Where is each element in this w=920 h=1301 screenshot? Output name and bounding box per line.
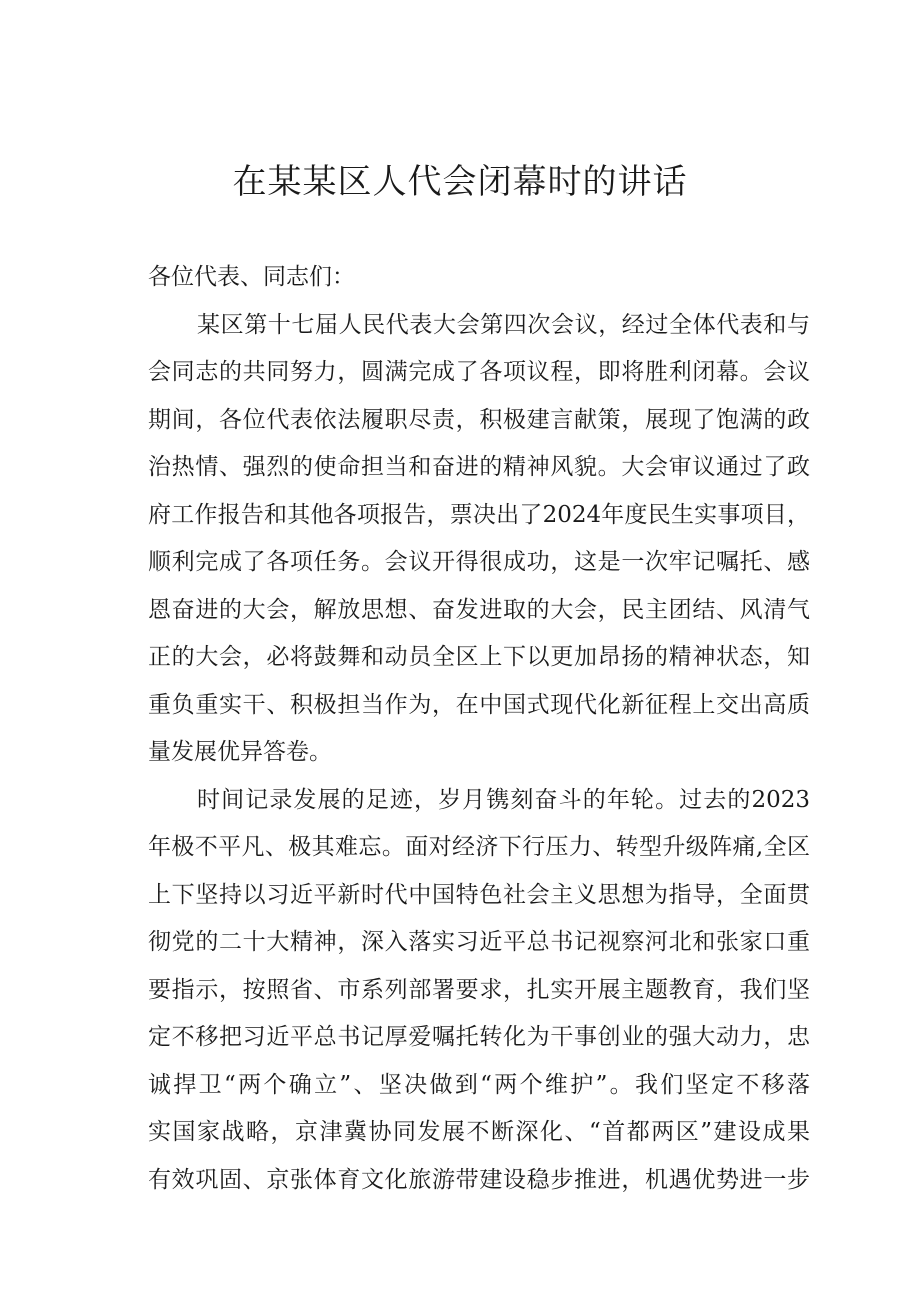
paragraph-line: 会同志的共同努力，圆满完成了各项议程，即将胜利闭幕。会议 — [148, 359, 810, 385]
paragraph-line: 府工作报告和其他各项报告，票决出了2024年度民生实事项目， — [148, 501, 810, 528]
paragraph-line: 某区第十七届人民代表大会第四次会议，经过全体代表和与 — [197, 311, 810, 338]
paragraph-line: 实国家战略，京津冀协同发展不断深化、“首都两区”建设成果 — [148, 1119, 810, 1145]
paragraph-line: 正的大会，必将鼓舞和动员全区上下以更加昂扬的精神状态，知 — [148, 644, 810, 670]
paragraph-2 — [148, 777, 810, 1205]
document-title: 在某某区人代会闭幕时的讲话 — [232, 162, 688, 202]
paragraph-line: 顺利完成了各项任务。会议开得很成功，这是一次牢记嘱托、感 — [148, 549, 810, 575]
paragraph-line: 量发展优异答卷。 — [148, 739, 332, 765]
paragraph-line: 时间记录发展的足迹，岁月镌刻奋斗的年轮。过去的2023 — [197, 786, 810, 813]
paragraph-line: 上下坚持以习近平新时代中国特色社会主义思想为指导，全面贯 — [148, 881, 810, 908]
paragraph-line: 恩奋进的大会，解放思想、奋发进取的大会，民主团结、风清气 — [148, 596, 810, 623]
paragraph-line: 年极不平凡、极其难忘。面对经济下行压力、转型升级阵痛,全区 — [148, 834, 810, 860]
paragraph-line: 重负重实干、积极担当作为，在中国式现代化新征程上交出高质 — [148, 691, 810, 718]
document-body — [148, 254, 810, 1204]
paragraph-line: 期间，各位代表依法履职尽责，积极建言献策，展现了饱满的政 — [148, 406, 810, 433]
paragraph-line: 定不移把习近平总书记厚爱嘱托转化为干事创业的强大动力，忠 — [148, 1024, 810, 1050]
salutation: 各位代表、同志们： — [148, 264, 355, 290]
paragraph-line: 诚捍卫“两个确立”、坚决做到“两个维护”。我们坚定不移落 — [148, 1071, 810, 1098]
paragraph-line: 要指示，按照省、市系列部署要求，扎实开展主题教育，我们坚 — [148, 976, 810, 1003]
paragraph-1 — [148, 302, 810, 777]
paragraph-line: 治热情、强烈的使命担当和奋进的精神风貌。大会审议通过了政 — [148, 454, 810, 480]
paragraph-line: 有效巩固、京张体育文化旅游带建设稳步推进，机遇优势进一步 — [148, 1166, 810, 1193]
paragraph-line: 彻党的二十大精神，深入落实习近平总书记视察河北和张家口重 — [148, 929, 810, 955]
